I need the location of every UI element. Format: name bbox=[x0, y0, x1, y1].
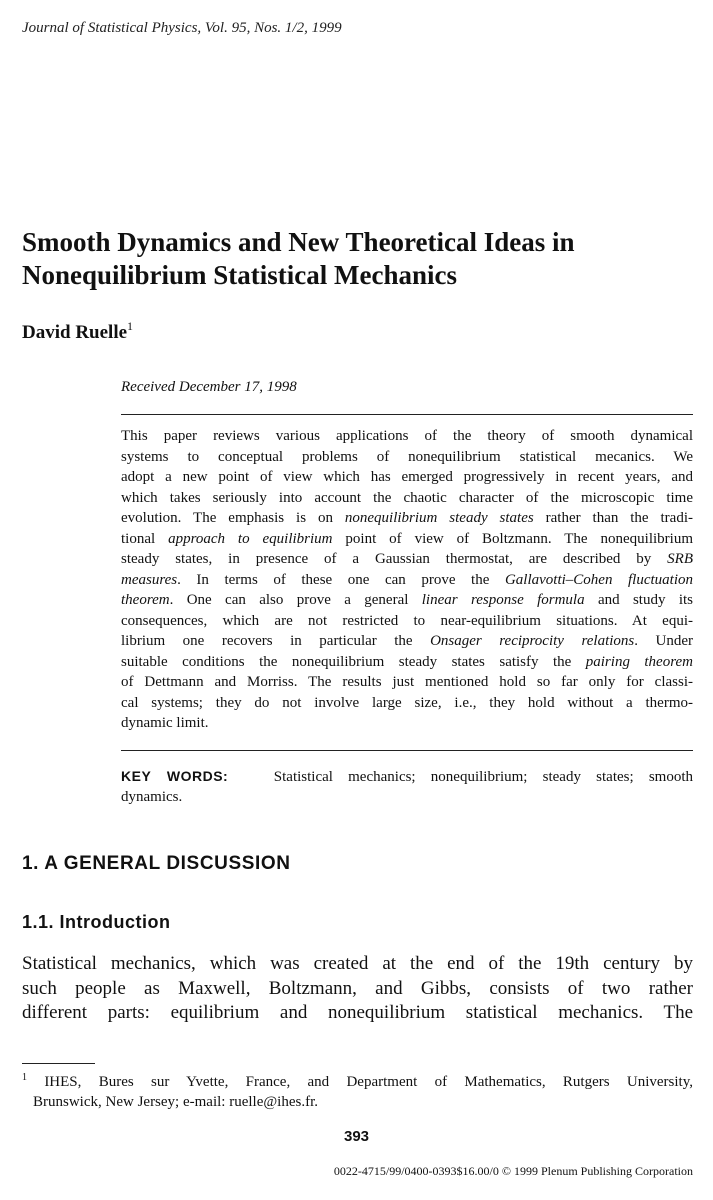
keywords bbox=[121, 766, 693, 808]
abstract-emphasis: SRB bbox=[667, 551, 693, 567]
abstract-emphasis: pairing theorem bbox=[585, 653, 693, 670]
abstract-line: This paper reviews various applications of the theory of smooth dynamical bbox=[121, 428, 693, 444]
title-line: Smooth Dynamics and New Theoretical Ideas in bbox=[22, 227, 575, 257]
abstract-line: suitable conditions the nonequilibrium steady states satisfy the pairing theorem bbox=[121, 653, 693, 670]
footnote-line bbox=[22, 1072, 693, 1092]
abstract-line: of Dettmann and Morriss. The results just mentioned hold so far only for classi- bbox=[121, 674, 693, 690]
paper-title bbox=[22, 226, 702, 292]
body-line: such people as Maxwell, Boltzmann, and Gibbs, consists of two rather bbox=[22, 977, 693, 999]
footnote-mark: 1 bbox=[22, 1072, 27, 1083]
abstract bbox=[121, 426, 693, 734]
body-line: different parts: equilibrium and nonequilibrium statistical mechanics. The bbox=[22, 1002, 693, 1023]
author-name bbox=[22, 319, 134, 344]
keywords-line bbox=[121, 766, 693, 787]
keywords-label: KEY WORDS: bbox=[121, 768, 229, 784]
copyright-line: 0022-4715/99/0400-0393$16.00/0 © 1999 Plenum Publishing Corporation bbox=[333, 1164, 693, 1178]
abstract-line: measures. In terms of these one can prove the Gallavotti–Cohen fluctuation bbox=[121, 571, 693, 588]
abstract-emphasis: Gallavotti–Cohen fluctuation bbox=[504, 571, 693, 588]
abstract-line: evolution. The emphasis is on nonequilibrium steady states rather than the tradi- bbox=[121, 510, 693, 526]
abstract-emphasis: linear response formula bbox=[421, 592, 585, 608]
abstract-line: tional approach to equilibrium point of view of Boltzmann. The nonequilibrium bbox=[121, 530, 693, 547]
journal-citation: Journal of Statistical Physics, Vol. 95, Nos. 1/2, 1999 bbox=[22, 20, 342, 36]
author-footnote-mark: 1 bbox=[127, 319, 134, 333]
abstract-top-rule bbox=[121, 414, 693, 415]
section-heading: 1. A GENERAL DISCUSSION bbox=[22, 853, 291, 874]
footnote-line: Brunswick, New Jersey; e-mail: ruelle@ihes.fr. bbox=[33, 1094, 318, 1110]
abstract-emphasis: Onsager reciprocity relations bbox=[430, 633, 635, 649]
abstract-emphasis: nonequilibrium steady states bbox=[344, 510, 534, 526]
abstract-emphasis: theorem bbox=[121, 592, 170, 608]
abstract-line: steady states, in presence of a Gaussian thermostat, are described by SRB bbox=[121, 551, 693, 567]
abstract-line: librium one recovers in particular the Onsager reciprocity relations. Under bbox=[121, 633, 693, 649]
abstract-line: cal systems; they do not involve large size, i.e., they hold without a thermo- bbox=[121, 694, 693, 711]
keywords-line: dynamics. bbox=[121, 789, 183, 805]
abstract-line: systems to conceptual problems of nonequilibrium statistical mecanics. We bbox=[121, 448, 693, 465]
footnote-rule bbox=[22, 1063, 95, 1064]
body-text bbox=[22, 952, 693, 1026]
keywords-text: Statistical mechanics; nonequilibrium; steady states; smooth bbox=[273, 769, 693, 785]
footnote bbox=[22, 1072, 693, 1112]
subsection-heading: 1.1. Introduction bbox=[22, 912, 171, 932]
abstract-line: theorem. One can also prove a general linear response formula and study its bbox=[121, 592, 693, 608]
received-date: Received December 17, 1998 bbox=[121, 379, 297, 395]
abstract-line: adopt a new point of view which has emerged progressively in recent years, and bbox=[121, 469, 693, 485]
body-line: Statistical mechanics, which was created at the end of the 19th century by bbox=[22, 953, 693, 974]
abstract-emphasis: approach to equilibrium bbox=[168, 530, 333, 547]
abstract-line: which takes seriously into account the chaotic character of the microscopic time bbox=[121, 489, 693, 506]
abstract-emphasis: measures bbox=[121, 571, 178, 588]
abstract-bottom-rule bbox=[121, 750, 693, 751]
author-text: David Ruelle bbox=[22, 322, 128, 343]
page-number: 393 bbox=[343, 1128, 370, 1145]
abstract-line: dynamic limit. bbox=[121, 715, 209, 731]
title-line: Nonequilibrium Statistical Mechanics bbox=[22, 260, 458, 290]
footnote-text: IHES, Bures sur Yvette, France, and Department of Mathematics, Rutgers University, bbox=[44, 1074, 693, 1090]
abstract-line: consequences, which are not restricted to near-equilibrium situations. At equi- bbox=[121, 612, 693, 629]
